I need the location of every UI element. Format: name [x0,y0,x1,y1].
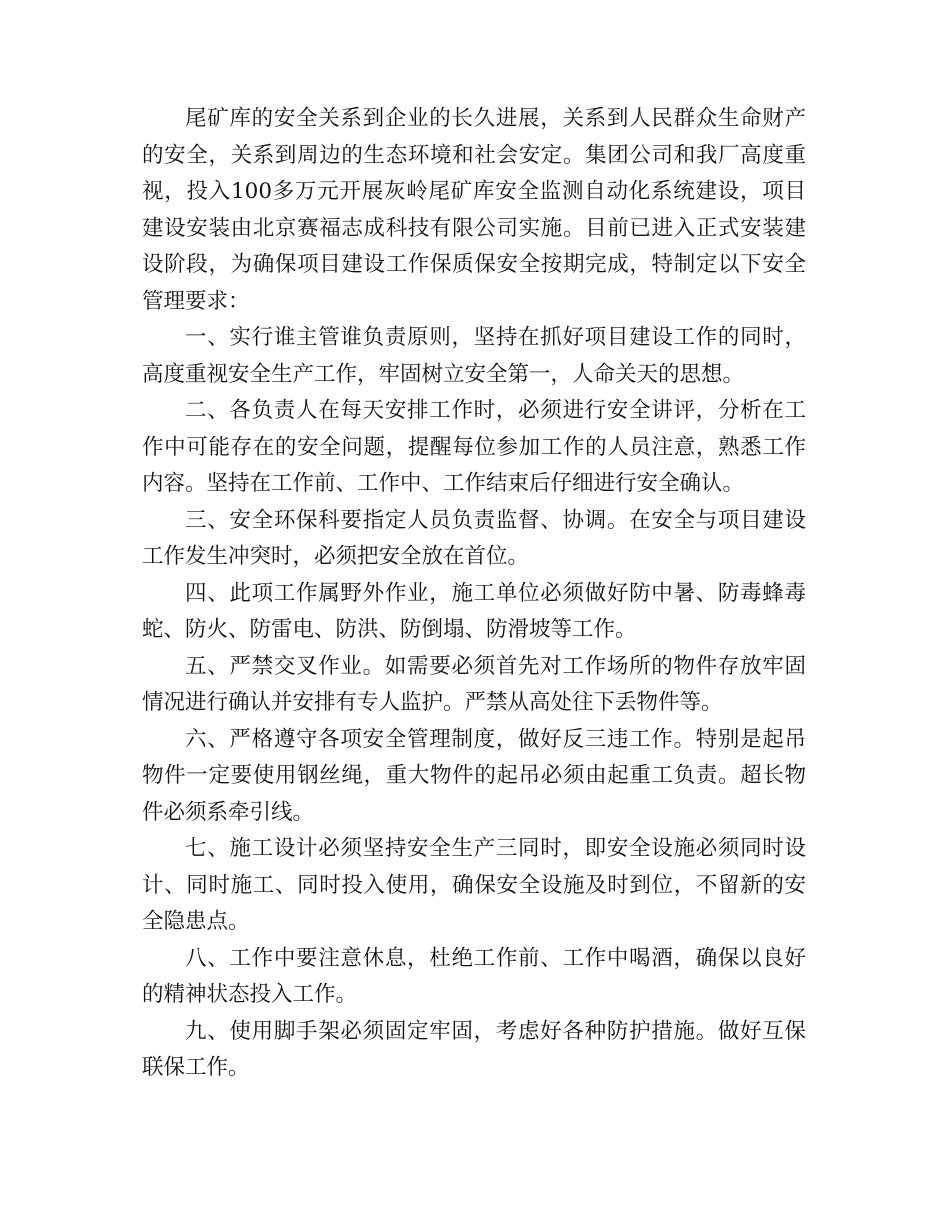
rule-2-paragraph: 二、各负责人在每天安排工作时，必须进行安全讲评，分析在工作中可能存在的安全问题，提醒每位参加工作的人员注意，熟悉工作内容。坚持在工作前、工作中、工作结束后仔细进行安全确认。 [142,398,806,496]
rule-6-paragraph: 六、严格遵守各项安全管理制度，做好反三违工作。特别是起吊物件一定要使用钢丝绳，重大物件的起吊必须由起重工负责。超长物件必须系牵引线。 [142,726,806,825]
rule-5-paragraph: 五、严禁交叉作业。如需要必须首先对工作场所的物件存放牢固情况进行确认并安排有专人监护。严禁从高处往下丢物件等。 [142,653,806,715]
rule-1-paragraph: 一、实行谁主管谁负责原则，坚持在抓好项目建设工作的同时，高度重视安全生产工作，牢固树立安全第一，人命关天的思想。 [142,325,806,387]
rule-4-paragraph: 四、此项工作属野外作业，施工单位必须做好防中暑、防毒蜂毒蛇、防火、防雷电、防洪、防倒塌、防滑坡等工作。 [142,580,806,642]
intro-paragraph: 尾矿库的安全关系到企业的长久进展，关系到人民群众生命财产的安全，关系到周边的生态环境和社会安定。集团公司和我厂高度重视，投入100多万元开展灰岭尾矿库安全监测自动化系统建设，项目建设安装由北京赛福志成科技有限公司实施。目前已进入正式安装建设阶段，为确保项目建设工作保质保安全按期完成，特制定以下安全管理要求： [142,106,806,314]
document-body [142,101,806,1087]
rule-9-paragraph: 九、使用脚手架必须固定牢固，考虑好各种防护措施。做好互保联保工作。 [142,1018,806,1080]
rule-3-paragraph: 三、安全环保科要指定人员负责监督、协调。在安全与项目建设工作发生冲突时，必须把安全放在首位。 [142,507,806,569]
rule-8-paragraph: 八、工作中要注意休息，杜绝工作前、工作中喝酒，确保以良好的精神状态投入工作。 [142,945,806,1007]
rule-7-paragraph: 七、施工设计必须坚持安全生产三同时，即安全设施必须同时设计、同时施工、同时投入使用，确保安全设施及时到位，不留新的安全隐患点。 [142,836,806,934]
